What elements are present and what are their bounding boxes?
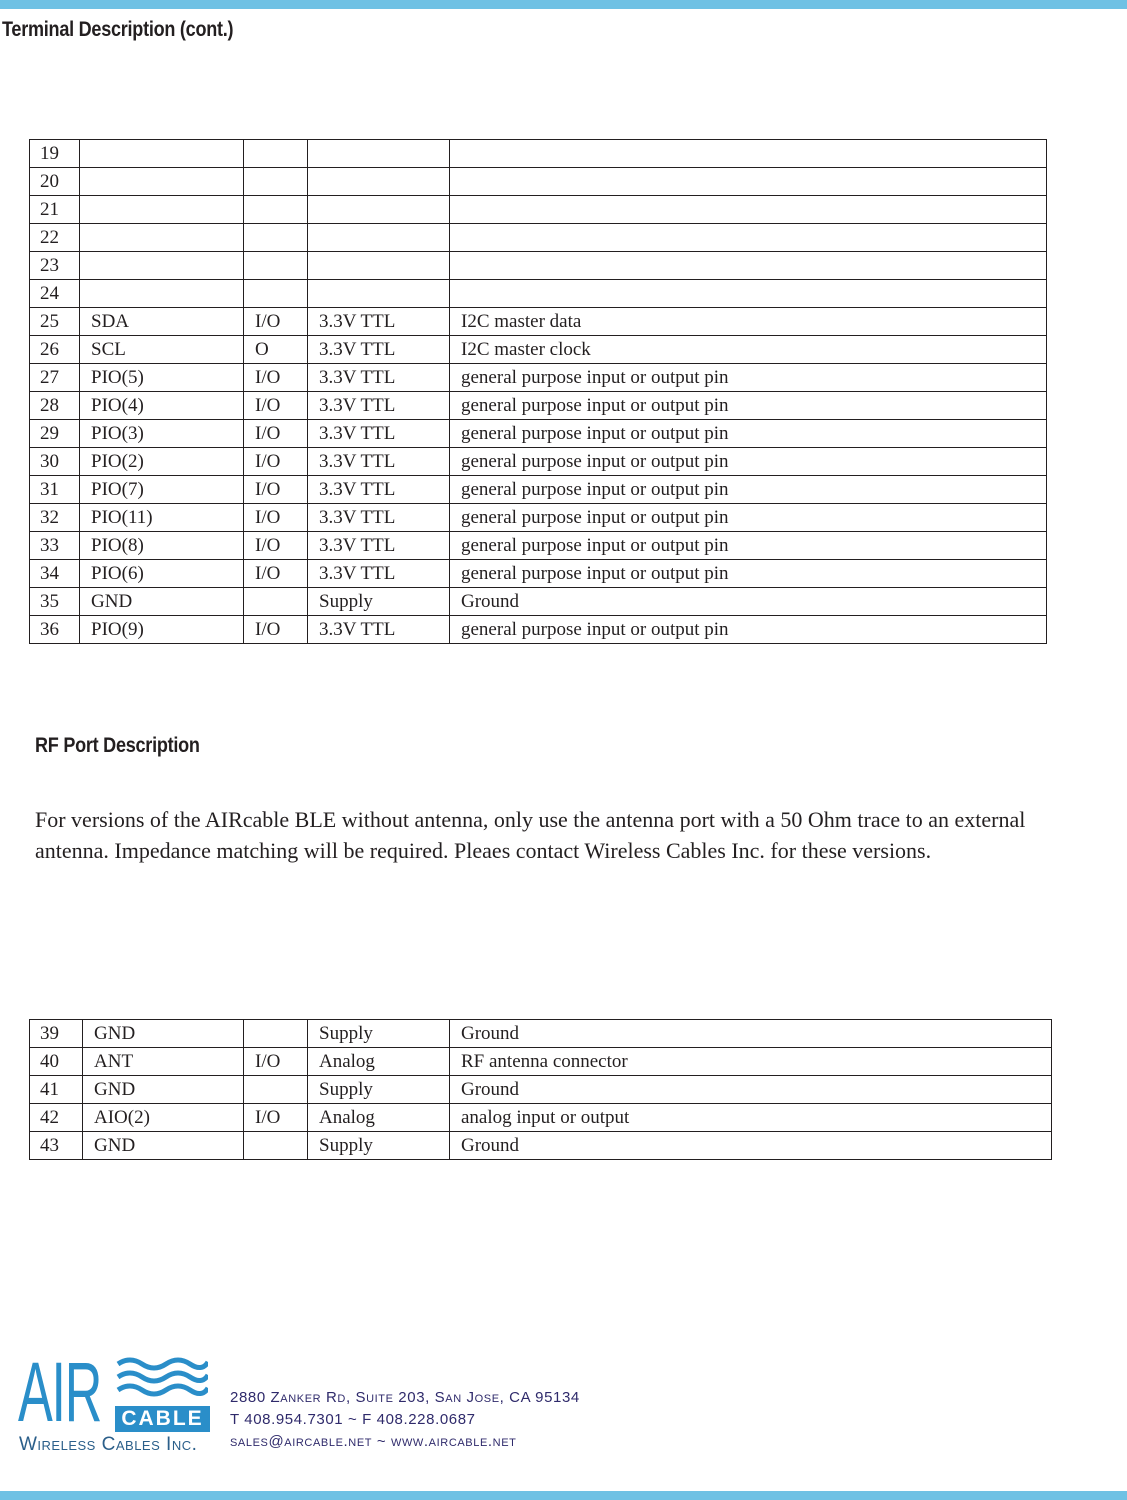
pin-name-cell: PIO(11) bbox=[80, 504, 244, 532]
table-row bbox=[30, 532, 1047, 560]
pin-description-cell: general purpose input or output pin bbox=[450, 560, 1047, 588]
table-row bbox=[30, 140, 1047, 168]
pin-name-cell: PIO(5) bbox=[80, 364, 244, 392]
pin-name-cell: PIO(2) bbox=[80, 448, 244, 476]
table-row bbox=[30, 476, 1047, 504]
table-row bbox=[30, 588, 1047, 616]
pin-direction-cell: O bbox=[244, 336, 308, 364]
pin-name-cell: PIO(9) bbox=[80, 616, 244, 644]
pin-direction-cell bbox=[244, 196, 308, 224]
pin-direction-cell bbox=[244, 1020, 308, 1048]
pin-type-cell: 3.3V TTL bbox=[308, 336, 450, 364]
pin-description-cell: general purpose input or output pin bbox=[450, 364, 1047, 392]
table-row bbox=[30, 168, 1047, 196]
pin-number-cell: 20 bbox=[30, 168, 80, 196]
pin-type-cell: 3.3V TTL bbox=[308, 504, 450, 532]
pin-name-cell: GND bbox=[83, 1020, 244, 1048]
top-accent-bar bbox=[0, 0, 1127, 9]
table-row bbox=[30, 308, 1047, 336]
pin-direction-cell: I/O bbox=[244, 560, 308, 588]
pin-number-cell: 25 bbox=[30, 308, 80, 336]
logo-air-text: AIR bbox=[18, 1345, 102, 1439]
pin-name-cell: GND bbox=[83, 1076, 244, 1104]
pin-direction-cell: I/O bbox=[244, 420, 308, 448]
table-row bbox=[30, 1048, 1052, 1076]
pin-description-cell: analog input or output bbox=[450, 1104, 1052, 1132]
pin-number-cell: 19 bbox=[30, 140, 80, 168]
street-address: 2880 Zanker Rd, Suite 203, San Jose, CA 95134 bbox=[230, 1389, 580, 1406]
pin-description-cell: Ground bbox=[450, 1132, 1052, 1160]
pin-description-cell: Ground bbox=[450, 588, 1047, 616]
logo-waves-icon bbox=[116, 1356, 208, 1402]
pin-type-cell: Analog bbox=[308, 1104, 450, 1132]
pin-number-cell: 22 bbox=[30, 224, 80, 252]
pin-direction-cell bbox=[244, 280, 308, 308]
pin-description-cell: general purpose input or output pin bbox=[450, 476, 1047, 504]
table-row bbox=[30, 336, 1047, 364]
pin-number-cell: 21 bbox=[30, 196, 80, 224]
table-row bbox=[30, 420, 1047, 448]
pin-type-cell: 3.3V TTL bbox=[308, 420, 450, 448]
terminal-pin-table bbox=[29, 139, 1047, 644]
pin-type-cell: 3.3V TTL bbox=[308, 308, 450, 336]
pin-name-cell bbox=[80, 252, 244, 280]
pin-name-cell bbox=[80, 280, 244, 308]
pin-type-cell: 3.3V TTL bbox=[308, 532, 450, 560]
pin-direction-cell: I/O bbox=[244, 448, 308, 476]
rf-port-heading: RF Port Description bbox=[35, 734, 200, 757]
pin-description-cell bbox=[450, 140, 1047, 168]
pin-description-cell bbox=[450, 280, 1047, 308]
pin-description-cell: general purpose input or output pin bbox=[450, 532, 1047, 560]
pin-number-cell: 35 bbox=[30, 588, 80, 616]
company-address-block bbox=[230, 1387, 580, 1453]
pin-description-cell: Ground bbox=[450, 1020, 1052, 1048]
pin-type-cell: 3.3V TTL bbox=[308, 476, 450, 504]
pin-direction-cell: I/O bbox=[244, 532, 308, 560]
pin-number-cell: 34 bbox=[30, 560, 80, 588]
pin-description-cell: general purpose input or output pin bbox=[450, 504, 1047, 532]
pin-name-cell bbox=[80, 140, 244, 168]
pin-description-cell bbox=[450, 224, 1047, 252]
pin-name-cell bbox=[80, 224, 244, 252]
pin-description-cell: RF antenna connector bbox=[450, 1048, 1052, 1076]
pin-direction-cell: I/O bbox=[244, 392, 308, 420]
rf-pin-table bbox=[29, 1019, 1052, 1160]
pin-description-cell: I2C master data bbox=[450, 308, 1047, 336]
pin-number-cell: 27 bbox=[30, 364, 80, 392]
aircable-logo bbox=[12, 1345, 212, 1470]
table-row bbox=[30, 224, 1047, 252]
pin-type-cell bbox=[308, 280, 450, 308]
pin-name-cell: SCL bbox=[80, 336, 244, 364]
bottom-accent-bar bbox=[0, 1491, 1127, 1500]
pin-name-cell bbox=[80, 196, 244, 224]
pin-number-cell: 28 bbox=[30, 392, 80, 420]
pin-type-cell: 3.3V TTL bbox=[308, 448, 450, 476]
pin-name-cell: SDA bbox=[80, 308, 244, 336]
table-row bbox=[30, 616, 1047, 644]
logo-company-name: Wireless Cables Inc. bbox=[19, 1434, 198, 1455]
pin-direction-cell bbox=[244, 1076, 308, 1104]
pin-type-cell: 3.3V TTL bbox=[308, 616, 450, 644]
pin-number-cell: 36 bbox=[30, 616, 80, 644]
pin-number-cell: 42 bbox=[30, 1104, 83, 1132]
pin-direction-cell bbox=[244, 252, 308, 280]
pin-type-cell: Supply bbox=[308, 1132, 450, 1160]
pin-number-cell: 41 bbox=[30, 1076, 83, 1104]
table-row bbox=[30, 1076, 1052, 1104]
pin-type-cell bbox=[308, 140, 450, 168]
pin-description-cell bbox=[450, 168, 1047, 196]
pin-number-cell: 26 bbox=[30, 336, 80, 364]
pin-description-cell: general purpose input or output pin bbox=[450, 616, 1047, 644]
pin-name-cell: GND bbox=[83, 1132, 244, 1160]
pin-number-cell: 43 bbox=[30, 1132, 83, 1160]
pin-number-cell: 30 bbox=[30, 448, 80, 476]
pin-type-cell: 3.3V TTL bbox=[308, 392, 450, 420]
pin-direction-cell: I/O bbox=[244, 504, 308, 532]
terminal-description-heading: Terminal Description (cont.) bbox=[2, 18, 234, 41]
pin-number-cell: 33 bbox=[30, 532, 80, 560]
pin-name-cell: PIO(8) bbox=[80, 532, 244, 560]
table-row bbox=[30, 392, 1047, 420]
pin-direction-cell: I/O bbox=[244, 476, 308, 504]
pin-name-cell: ANT bbox=[83, 1048, 244, 1076]
pin-type-cell: 3.3V TTL bbox=[308, 364, 450, 392]
pin-number-cell: 40 bbox=[30, 1048, 83, 1076]
pin-direction-cell: I/O bbox=[244, 1048, 308, 1076]
pin-description-cell: general purpose input or output pin bbox=[450, 392, 1047, 420]
pin-number-cell: 23 bbox=[30, 252, 80, 280]
table-row bbox=[30, 560, 1047, 588]
logo-cable-text: CABLE bbox=[115, 1406, 210, 1432]
pin-name-cell bbox=[80, 168, 244, 196]
pin-number-cell: 24 bbox=[30, 280, 80, 308]
table-row bbox=[30, 252, 1047, 280]
table-row bbox=[30, 1020, 1052, 1048]
pin-description-cell: general purpose input or output pin bbox=[450, 448, 1047, 476]
pin-description-cell: I2C master clock bbox=[450, 336, 1047, 364]
pin-description-cell bbox=[450, 252, 1047, 280]
pin-direction-cell: I/O bbox=[244, 308, 308, 336]
pin-type-cell bbox=[308, 168, 450, 196]
pin-name-cell: PIO(4) bbox=[80, 392, 244, 420]
pin-direction-cell bbox=[244, 588, 308, 616]
table-row bbox=[30, 1104, 1052, 1132]
pin-name-cell: PIO(6) bbox=[80, 560, 244, 588]
pin-type-cell: Supply bbox=[308, 588, 450, 616]
pin-type-cell: 3.3V TTL bbox=[308, 560, 450, 588]
pin-direction-cell bbox=[244, 168, 308, 196]
pin-type-cell: Analog bbox=[308, 1048, 450, 1076]
rf-port-paragraph: For versions of the AIRcable BLE without antenna, only use the antenna port with a 50 Ohm trace to an external antenna. Impedance matching will be required. Pleaes contact Wireless Cables Inc. for these versions. bbox=[35, 807, 1026, 863]
table-row bbox=[30, 280, 1047, 308]
pin-direction-cell bbox=[244, 140, 308, 168]
pin-type-cell bbox=[308, 196, 450, 224]
table-row bbox=[30, 448, 1047, 476]
pin-number-cell: 39 bbox=[30, 1020, 83, 1048]
phone-fax: T 408.954.7301 ~ F 408.228.0687 bbox=[230, 1411, 476, 1428]
pin-name-cell: PIO(7) bbox=[80, 476, 244, 504]
pin-direction-cell bbox=[244, 224, 308, 252]
pin-number-cell: 31 bbox=[30, 476, 80, 504]
pin-name-cell: PIO(3) bbox=[80, 420, 244, 448]
pin-description-cell: Ground bbox=[450, 1076, 1052, 1104]
pin-direction-cell: I/O bbox=[244, 616, 308, 644]
email-web: sales@aircable.net ~ www.aircable.net bbox=[230, 1433, 517, 1450]
table-row bbox=[30, 1132, 1052, 1160]
table-row bbox=[30, 504, 1047, 532]
pin-description-cell bbox=[450, 196, 1047, 224]
pin-direction-cell: I/O bbox=[244, 1104, 308, 1132]
pin-name-cell: GND bbox=[80, 588, 244, 616]
pin-direction-cell bbox=[244, 1132, 308, 1160]
table-row bbox=[30, 196, 1047, 224]
pin-number-cell: 29 bbox=[30, 420, 80, 448]
pin-name-cell: AIO(2) bbox=[83, 1104, 244, 1132]
table-row bbox=[30, 364, 1047, 392]
pin-type-cell bbox=[308, 224, 450, 252]
pin-type-cell bbox=[308, 252, 450, 280]
pin-type-cell: Supply bbox=[308, 1020, 450, 1048]
pin-direction-cell: I/O bbox=[244, 364, 308, 392]
pin-type-cell: Supply bbox=[308, 1076, 450, 1104]
pin-description-cell: general purpose input or output pin bbox=[450, 420, 1047, 448]
pin-number-cell: 32 bbox=[30, 504, 80, 532]
